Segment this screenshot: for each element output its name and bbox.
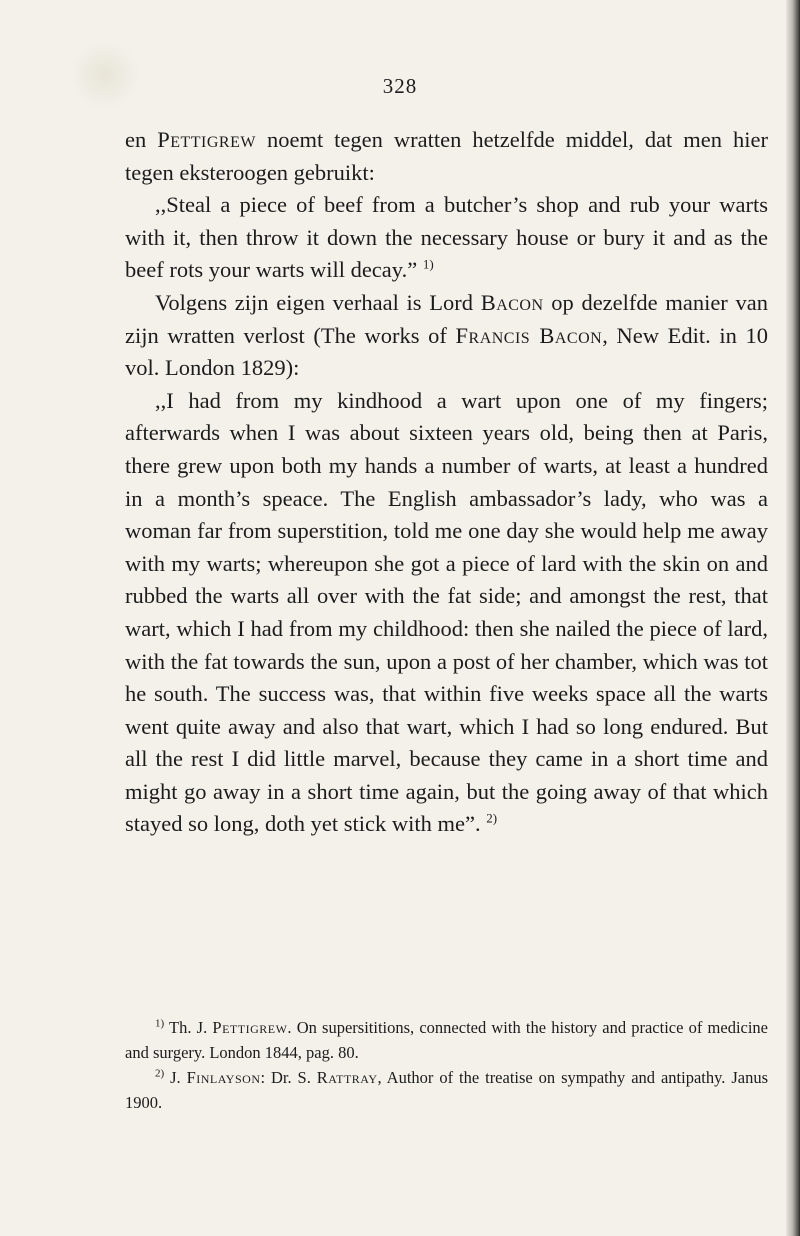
author-name: Finlayson — [186, 1068, 261, 1087]
text-run: . On supersititions, connected with the history and practice of medicine and surgery. London 1844, pag. 80. — [125, 1018, 769, 1062]
footnote-ref[interactable]: 1) — [422, 256, 434, 272]
footnotes — [125, 1015, 768, 1115]
text-run: op dezelfde manier van zijn wratten verlost (The works of — [125, 289, 768, 348]
text-run: : Dr. S. — [260, 1068, 317, 1087]
quote-text: ,,Steal a piece of beef from a butcher’s shop and rub your warts with it, then throw it down the necessary house or bury it and as the beef rots your warts will decay.” — [125, 192, 768, 283]
author-name: Pettigrew — [212, 1018, 288, 1037]
author-name: Francis Bacon — [455, 322, 603, 348]
text-run: Th. J. — [164, 1018, 213, 1037]
quote-1 — [125, 189, 768, 287]
page-edge-shadow — [786, 0, 800, 1236]
text-run: en — [125, 127, 158, 152]
text-run: , New Edit. in 10 vol. London 1829): — [125, 322, 768, 381]
paragraph-2 — [125, 287, 768, 385]
page-number: 328 — [382, 74, 418, 98]
author-name: Rattray — [316, 1068, 378, 1087]
footnote-mark: 2) — [155, 1067, 165, 1080]
quote-text: ,,I had from my kindhood a wart upon one of my fingers; afterwards when I was about sixteen years old, being then at Paris, there grew upon both my hands a number of warts, at least a hundred in a month’s speace. The English ambassador’s lady, who was a woman far from superstition, told me one day she would help me away with my warts; whereupon she got a piece of lard with the skin on and rubbed the warts all over with the fat side; and amongst the rest, that wart, which I had from my childhood: then she nailed the piece of lard, with the fat towards the sun, upon a post of her chamber, which was tot he south. The success was, that within five weeks space all the warts went quite away and also that wart, which I had so long endured. But all the rest I did little marvel, because they came in a short time and might go away in a short time again, but the going away of that which stayed so long, doth yet stick with me”. — [125, 387, 768, 837]
footnote-1 — [125, 1015, 768, 1065]
text-run: J. — [164, 1068, 187, 1087]
body-text — [125, 124, 768, 841]
text-run: noemt tegen wratten hetzelfde middel, dat men hier tegen eksteroogen gebruikt: — [125, 127, 768, 185]
footnote-2 — [125, 1065, 768, 1115]
footnote-ref[interactable]: 2) — [486, 810, 498, 826]
text-run: Volgens zijn eigen verhaal is Lord — [155, 289, 481, 315]
author-name: Bacon — [480, 289, 544, 315]
paragraph-1 — [125, 124, 768, 189]
quote-2 — [125, 385, 768, 841]
footnote-mark: 1) — [155, 1017, 165, 1030]
text-run: , Author of the treatise on sympathy and antipathy. Janus 1900. — [125, 1068, 768, 1112]
author-name: Pettigrew — [157, 127, 256, 152]
